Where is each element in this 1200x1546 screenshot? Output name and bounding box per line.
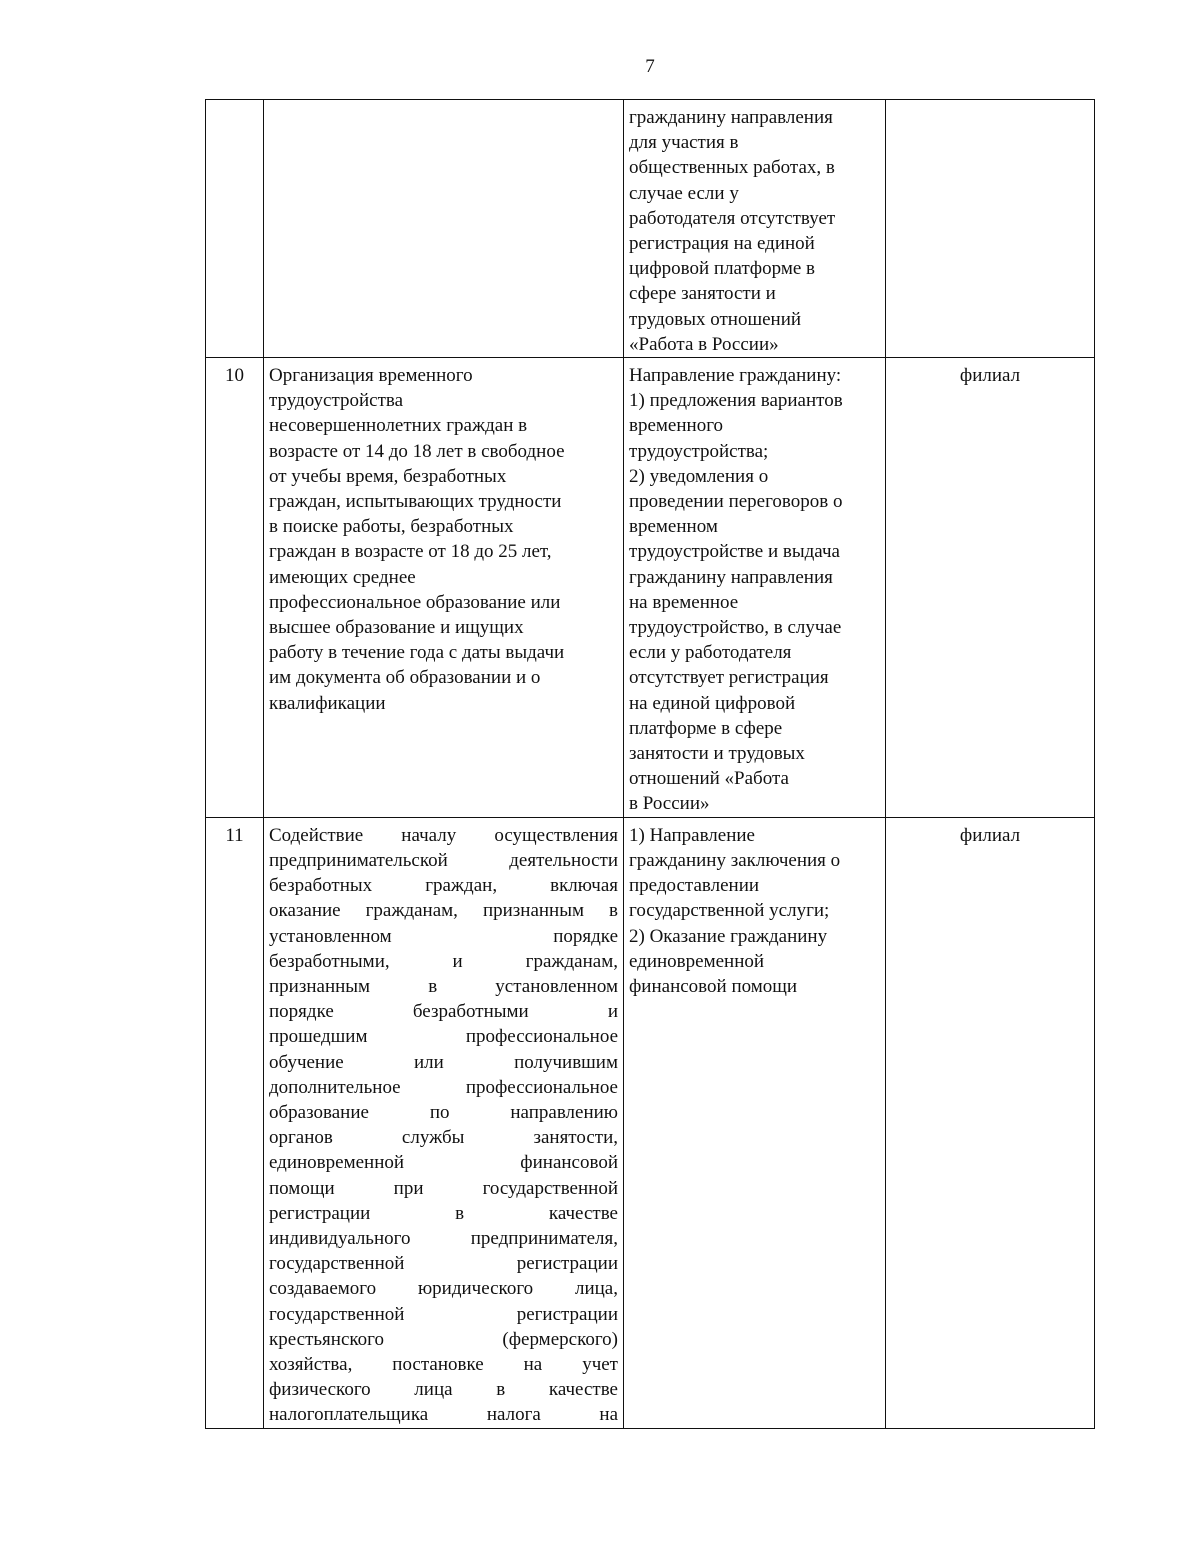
cell-text-line: сфере занятости и <box>629 283 776 305</box>
executor-cell <box>886 100 1095 358</box>
cell-text-line: государственной регистрации <box>269 1253 618 1275</box>
cell-text-line: государственной регистрации <box>269 1303 618 1325</box>
cell-text-line: на временное <box>629 591 739 613</box>
cell-text-line: предпринимательской деятельности <box>269 849 618 871</box>
cell-text-line: 2) Оказание гражданину <box>629 925 828 947</box>
service-name-cell <box>264 817 624 1428</box>
cell-text-line: цифровой платформе в <box>629 258 816 280</box>
cell-text-line: случае если у <box>629 182 739 204</box>
cell-text-line: Организация временного <box>269 365 473 387</box>
cell-text-line: гражданину направления <box>629 107 833 128</box>
cell-text-line: органов службы занятости, <box>269 1127 618 1149</box>
cell-text-line: образование по направлению <box>269 1101 618 1123</box>
cell-text-line: единовременной финансовой <box>269 1152 618 1174</box>
row-number-cell: 10 <box>206 358 264 818</box>
cell-text-line: трудоустройстве и выдача <box>629 541 840 563</box>
cell-text-line: установленном порядке <box>269 925 618 947</box>
cell-text-line: помощи при государственной <box>269 1177 618 1199</box>
cell-text-line: отсутствует регистрация <box>629 667 829 689</box>
cell-text-line: в поиске работы, безработных <box>269 516 514 538</box>
result-cell <box>624 358 886 818</box>
cell-text-line: индивидуального предпринимателя, <box>269 1227 618 1249</box>
cell-text-line: возрасте от 14 до 18 лет в свободное <box>269 440 565 462</box>
service-name-cell <box>264 358 624 818</box>
cell-text-line: работодателя отсутствует <box>629 207 836 229</box>
cell-text-line: имеющих среднее <box>269 566 416 588</box>
cell-text-line: финансовой помощи <box>629 975 798 997</box>
cell-text-line: предоставлении <box>629 875 760 897</box>
cell-text-line: на единой цифровой <box>629 692 796 714</box>
service-name-cell <box>264 100 624 358</box>
cell-text-line: безработными, и гражданам, <box>269 950 618 972</box>
cell-text-line: профессиональное образование или <box>269 591 561 613</box>
cell-text-line: отношений «Работа <box>629 768 789 790</box>
cell-text-line: 2) уведомления о <box>629 465 769 487</box>
table-row <box>206 817 1095 1428</box>
cell-text-line: гражданину заключения о <box>629 849 841 871</box>
cell-text-line: оказание гражданам, признанным в <box>269 900 618 922</box>
cell-text-line: регистрация на единой <box>629 233 815 255</box>
cell-text-line: если у работодателя <box>629 642 792 664</box>
cell-text-line: признанным в установленном <box>269 975 618 997</box>
cell-text-line: трудоустройство, в случае <box>629 617 842 639</box>
cell-text-line: от учебы время, безработных <box>269 465 507 487</box>
services-table <box>205 99 1095 1429</box>
cell-text-line: трудовых отношений <box>629 308 802 330</box>
cell-text-line: гражданину направления <box>629 566 833 588</box>
cell-text-line: занятости и трудовых <box>629 743 805 765</box>
row-number-cell <box>206 100 264 358</box>
cell-text-line: Содействие началу осуществления <box>269 824 618 846</box>
cell-text-line: временном <box>629 516 718 538</box>
cell-text-line: временного <box>629 415 724 437</box>
cell-text-line: обучение или получившим <box>269 1051 618 1073</box>
table-row <box>206 100 1095 358</box>
cell-text-line: физического лица в качестве <box>269 1379 618 1401</box>
cell-text-line: работу в течение года с даты выдачи <box>269 642 565 664</box>
executor-cell: филиал <box>886 817 1095 1428</box>
cell-text-line: проведении переговоров о <box>629 491 843 513</box>
cell-text-line: единовременной <box>629 950 765 972</box>
cell-text-line: государственной услуги; <box>629 900 830 922</box>
page-number: 7 <box>645 56 655 77</box>
cell-text-line: порядке безработными и <box>269 1001 618 1023</box>
cell-text-line: граждан в возрасте от 18 до 25 лет, <box>269 541 552 563</box>
cell-text-line: хозяйства, постановке на учет <box>269 1353 618 1375</box>
cell-text-line: налогоплательщика налога на <box>269 1404 618 1426</box>
cell-text-line: высшее образование и ищущих <box>269 617 524 639</box>
cell-text-line: для участия в <box>629 132 739 154</box>
executor-cell: филиал <box>886 358 1095 818</box>
cell-text-line: регистрации в качестве <box>269 1202 618 1224</box>
table-row <box>206 358 1095 818</box>
cell-text-line: трудоустройства; <box>629 440 769 462</box>
cell-text-line: квалификации <box>269 692 386 714</box>
cell-text-line: «Работа в России» <box>629 333 779 355</box>
cell-text-line: прошедшим профессиональное <box>269 1026 618 1048</box>
cell-text-line: 1) Направление <box>629 824 755 846</box>
cell-text-line: платформе в сфере <box>629 717 783 739</box>
cell-text-line: создаваемого юридического лица, <box>269 1278 618 1300</box>
cell-text-line: дополнительное профессиональное <box>269 1076 618 1098</box>
result-cell <box>624 100 886 358</box>
cell-text-line: Направление гражданину: <box>629 365 842 387</box>
result-cell <box>624 817 886 1428</box>
row-number-cell: 11 <box>206 817 264 1428</box>
cell-text-line: в России» <box>629 793 710 815</box>
cell-text-line: крестьянского (фермерского) <box>269 1328 618 1350</box>
cell-text-line: общественных работах, в <box>629 157 835 179</box>
cell-text-line: несовершеннолетних граждан в <box>269 415 528 437</box>
cell-text-line: им документа об образовании и о <box>269 667 541 689</box>
cell-text-line: трудоустройства <box>269 390 404 412</box>
cell-text-line: безработных граждан, включая <box>269 875 618 897</box>
cell-text-line: 1) предложения вариантов <box>629 390 843 412</box>
cell-text-line: граждан, испытывающих трудности <box>269 491 562 513</box>
